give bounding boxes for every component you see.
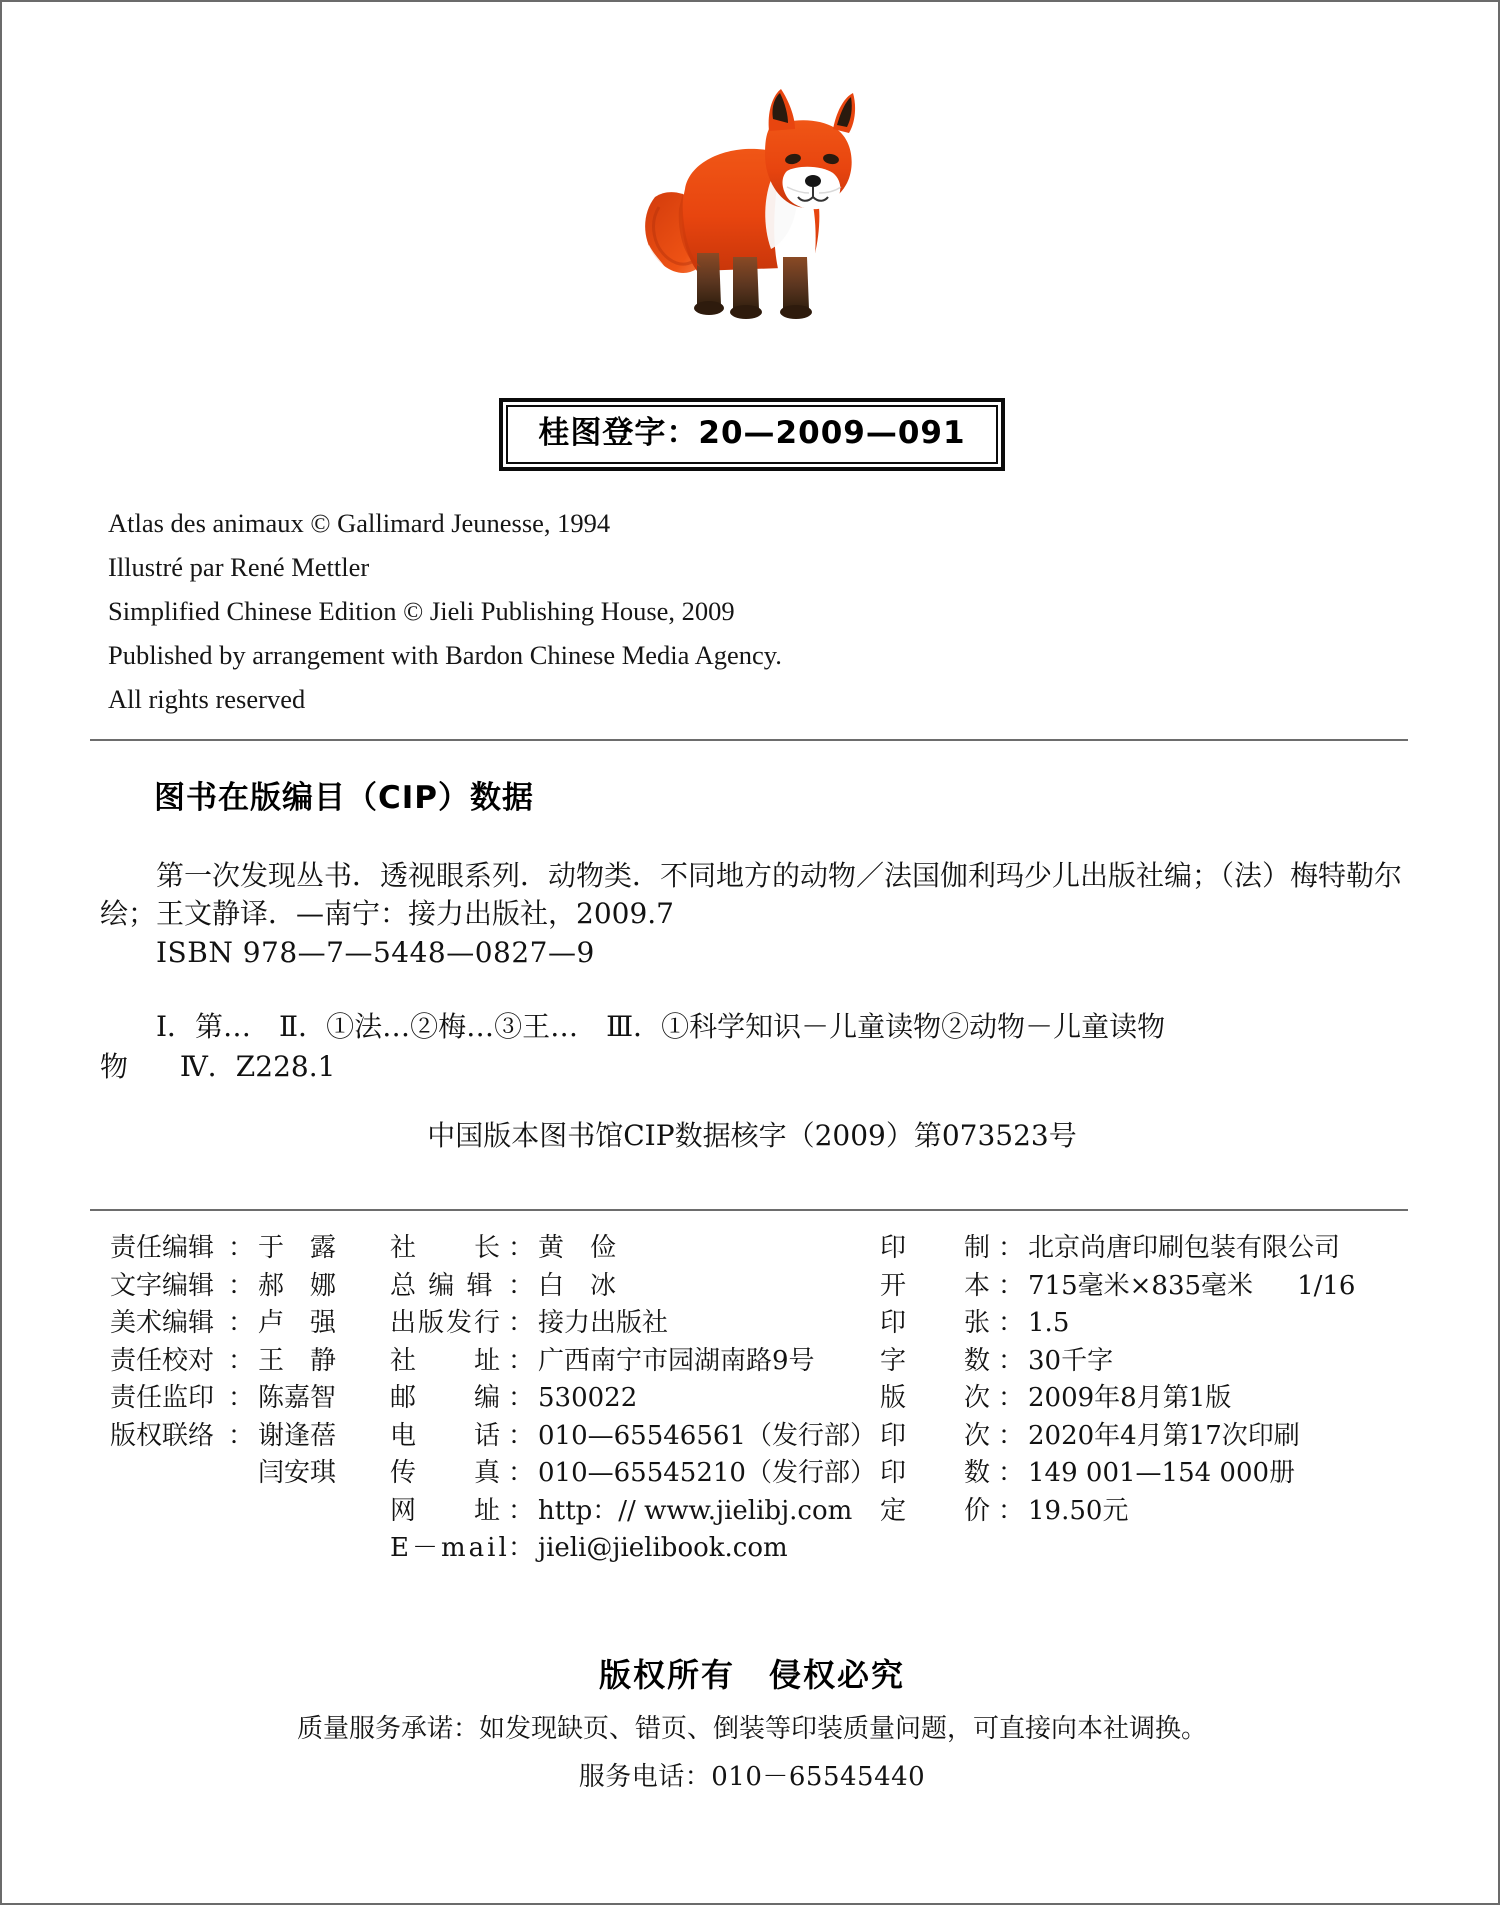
english-copyright-line-2: Illustré par René Mettler bbox=[108, 552, 370, 582]
colophon-row bbox=[110, 1230, 390, 1268]
quality-promise-text: 质量服务承诺：如发现缺页、错页、倒装等印装质量问题，可直接向本社调换。 bbox=[296, 1714, 1207, 1744]
registration-number-text: 桂图登字：20—2009—091 bbox=[538, 415, 966, 451]
cip-body bbox=[100, 857, 1420, 973]
colophon-label: 社 长 bbox=[390, 1233, 503, 1263]
cip-isbn: ISBN 978—7—5448—0827—9 bbox=[156, 936, 595, 969]
divider-top bbox=[90, 739, 1408, 741]
copyright-notice-title: 版权所有 侵权必究 bbox=[598, 1656, 905, 1694]
colophon-row bbox=[880, 1305, 1400, 1343]
colophon-value-sheets: 1.5 bbox=[1028, 1308, 1070, 1338]
colophon-row bbox=[390, 1230, 880, 1268]
english-copyright-line-3: Simplified Chinese Edition © Jieli Publishing House, 2009 bbox=[108, 596, 735, 626]
colophon-row bbox=[880, 1493, 1400, 1531]
colophon-row bbox=[880, 1230, 1400, 1268]
colophon-value: 王 静 bbox=[258, 1345, 337, 1376]
colophon-row bbox=[110, 1418, 390, 1456]
colophon-row bbox=[390, 1343, 880, 1381]
cip-classification-line-1: Ⅰ．第… Ⅱ．①法…②梅…③王… Ⅲ．①科学知识－儿童读物②动物－儿童读物 bbox=[156, 1010, 1166, 1043]
colon: ： bbox=[508, 1233, 535, 1263]
divider-bottom bbox=[90, 1209, 1408, 1211]
colophon-row bbox=[880, 1268, 1400, 1306]
fox-illustration bbox=[2, 62, 1500, 322]
colophon-label: 传 真 bbox=[390, 1458, 503, 1488]
colophon-value-fax: 010—65545210（发行部） bbox=[538, 1458, 876, 1488]
colophon-row bbox=[390, 1418, 880, 1456]
colophon-value-price: 19.50元 bbox=[1028, 1495, 1129, 1526]
colophon-value: 陈嘉智 bbox=[258, 1383, 337, 1413]
cip-verification-number: 中国版本图书馆CIP数据核字（2009）第073523号 bbox=[427, 1119, 1077, 1152]
colophon-value: 卢 强 bbox=[258, 1308, 337, 1338]
colophon-value-printer: 北京尚唐印刷包装有限公司 bbox=[1028, 1233, 1341, 1263]
red-fox-icon bbox=[637, 67, 867, 322]
colophon-row bbox=[880, 1418, 1400, 1456]
colophon-value: 郝 娜 bbox=[258, 1270, 337, 1301]
cip-heading: 图书在版编目（CIP）数据 bbox=[154, 780, 535, 816]
colophon-label-email: E－mail bbox=[390, 1533, 510, 1563]
colon: ： bbox=[998, 1308, 1025, 1338]
registration-box-outer-border bbox=[499, 398, 1004, 471]
colophon-value-email[interactable]: jieli@jielibook.com bbox=[538, 1533, 788, 1563]
colophon-value-printrun: 149 001—154 000册 bbox=[1028, 1458, 1296, 1488]
english-copyright-line-1: Atlas des animaux © Gallimard Jeunesse, 1994 bbox=[108, 508, 611, 538]
colon: ： bbox=[508, 1345, 535, 1376]
colophon-label: 印 制 bbox=[880, 1233, 993, 1263]
colon: ： bbox=[998, 1270, 1025, 1301]
registration-number-box bbox=[2, 398, 1500, 471]
colon: ： bbox=[228, 1420, 255, 1451]
colophon-value-edition: 2009年8月第1版 bbox=[1028, 1383, 1232, 1413]
colophon-row bbox=[390, 1455, 880, 1493]
colon: ： bbox=[508, 1495, 535, 1526]
colon: ： bbox=[228, 1383, 255, 1413]
colon: ： bbox=[998, 1495, 1025, 1526]
colophon-label: 文字编辑 bbox=[110, 1270, 215, 1301]
colophon-value: 广西南宁市园湖南路9号 bbox=[538, 1345, 815, 1376]
registration-box-inner-border bbox=[506, 405, 997, 464]
colophon-value-phone: 010—65546561（发行部） bbox=[538, 1420, 876, 1451]
colophon-row bbox=[880, 1380, 1400, 1418]
colophon-row bbox=[110, 1343, 390, 1381]
colophon-label: 责任编辑 bbox=[110, 1233, 215, 1263]
colon: ： bbox=[998, 1345, 1025, 1376]
colophon-row bbox=[110, 1380, 390, 1418]
colon: ： bbox=[508, 1420, 535, 1451]
cip-description: 第一次发现丛书．透视眼系列．动物类．不同地方的动物／法国伽利玛少儿出版社编；（法）梅特勒尔绘；王文静译．—南宁：接力出版社，2009.7 bbox=[100, 859, 1403, 930]
colophon-row bbox=[390, 1380, 880, 1418]
colophon-label: 印 次 bbox=[880, 1420, 993, 1451]
colophon-column-publisher bbox=[390, 1230, 880, 1568]
colon: ： bbox=[998, 1420, 1025, 1451]
colophon-value-printing: 2020年4月第17次印刷 bbox=[1028, 1420, 1300, 1451]
colophon-column-staff bbox=[110, 1230, 390, 1568]
colophon-label: 网 址 bbox=[390, 1495, 503, 1526]
english-copyright-block bbox=[108, 505, 1208, 725]
cip-classification-line-2: Ⅳ．Z228.1 bbox=[179, 1050, 336, 1083]
colophon-label: 印 张 bbox=[880, 1308, 993, 1338]
cip-classification-tail-prefix: 物 bbox=[100, 1050, 129, 1083]
colophon-row bbox=[390, 1530, 880, 1568]
colophon-label: 电 话 bbox=[390, 1420, 503, 1451]
service-phone-text: 服务电话：010－65545440 bbox=[578, 1762, 926, 1792]
colon: ： bbox=[508, 1383, 535, 1413]
colophon-row bbox=[880, 1455, 1400, 1493]
colon: ： bbox=[228, 1308, 255, 1338]
colophon-label: 出版发行 bbox=[390, 1308, 503, 1338]
colophon-value-wordcount: 30千字 bbox=[1028, 1345, 1114, 1376]
colophon-row bbox=[110, 1305, 390, 1343]
colon: ： bbox=[228, 1345, 255, 1376]
colophon-label: 责任监印 bbox=[110, 1383, 215, 1413]
colon: ： bbox=[998, 1383, 1025, 1413]
colon: ： bbox=[228, 1233, 255, 1263]
colophon-table bbox=[110, 1230, 1410, 1568]
colophon-label: 总 编 辑 bbox=[390, 1270, 495, 1301]
colophon-value-website[interactable]: http：∕∕ www.jielibj.com bbox=[538, 1495, 853, 1526]
colophon-value: 于 露 bbox=[258, 1233, 337, 1263]
colophon-value: 谢逢蓓 bbox=[258, 1420, 337, 1451]
colophon-label: 版权联络 bbox=[110, 1420, 215, 1451]
colon: ： bbox=[508, 1308, 535, 1338]
colon: ： bbox=[228, 1270, 255, 1301]
colophon-label: 定 价 bbox=[880, 1495, 993, 1526]
fox-leg-front-left bbox=[733, 257, 759, 309]
colophon-label: 版 次 bbox=[880, 1383, 993, 1413]
colophon-row bbox=[110, 1455, 390, 1493]
colophon-value: 黄 俭 bbox=[538, 1233, 617, 1263]
colophon-value-format: 715毫米×835毫米 bbox=[1028, 1270, 1254, 1301]
english-copyright-line-4: Published by arrangement with Bardon Chinese Media Agency. bbox=[108, 640, 782, 670]
colophon-row bbox=[390, 1268, 880, 1306]
colophon-label: 邮 编 bbox=[390, 1383, 503, 1413]
english-copyright-line-5: All rights reserved bbox=[108, 684, 306, 714]
colophon-column-production bbox=[880, 1230, 1400, 1568]
cip-classification bbox=[100, 1007, 1430, 1087]
fox-leg-rear-left bbox=[697, 253, 721, 305]
colon: ： bbox=[508, 1458, 535, 1488]
colophon-label: 印 数 bbox=[880, 1458, 993, 1488]
colophon-label: 字 数 bbox=[880, 1345, 993, 1376]
fox-leg-front-right bbox=[783, 257, 809, 309]
colon: ： bbox=[508, 1270, 535, 1301]
colophon-label: 美术编辑 bbox=[110, 1308, 215, 1338]
colophon-value: 530022 bbox=[538, 1383, 638, 1413]
colophon-row bbox=[110, 1268, 390, 1306]
colophon-row bbox=[390, 1493, 880, 1531]
colophon-label: 责任校对 bbox=[110, 1345, 215, 1376]
fox-nose bbox=[805, 175, 821, 187]
colon: ： bbox=[998, 1233, 1025, 1263]
colophon-row bbox=[880, 1343, 1400, 1381]
colophon-value: 闫安琪 bbox=[258, 1458, 337, 1488]
colophon-label: 社 址 bbox=[390, 1345, 503, 1376]
colon: ： bbox=[508, 1533, 535, 1563]
colophon-value: 接力出版社 bbox=[538, 1308, 669, 1338]
colophon-label: 开 本 bbox=[880, 1270, 993, 1301]
colon: ： bbox=[998, 1458, 1025, 1488]
colophon-value: 白 冰 bbox=[538, 1270, 617, 1301]
colophon-value-format-ratio: 1/16 bbox=[1297, 1270, 1356, 1301]
colophon-row bbox=[390, 1305, 880, 1343]
